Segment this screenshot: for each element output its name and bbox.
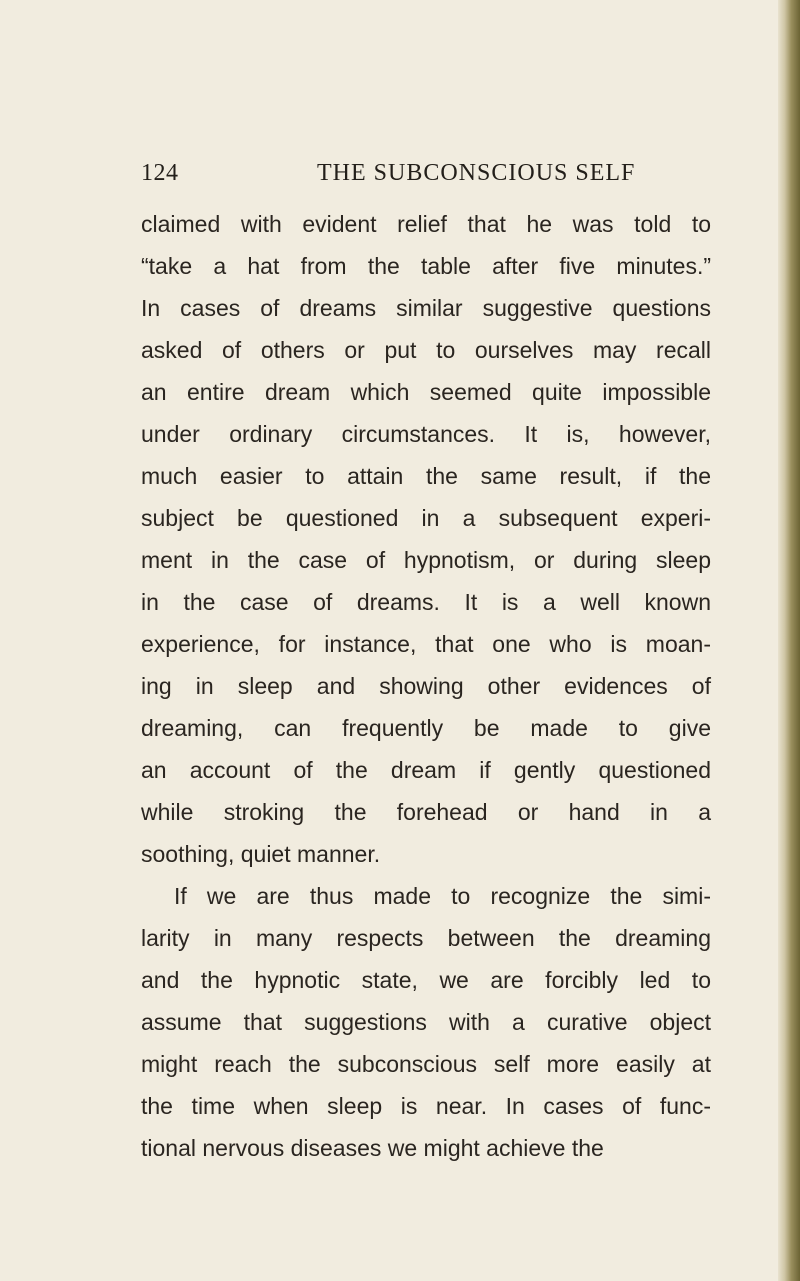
body-text <box>141 203 711 1169</box>
text-line: claimed with evident relief that he was told to <box>141 211 711 237</box>
text-line: might reach the subconscious self more easily at <box>141 1051 711 1077</box>
text-line: ment in the case of hypnotism, or during sleep <box>141 547 711 573</box>
text-line: an entire dream which seemed quite impossible <box>141 379 711 405</box>
text-line: larity in many respects between the dreaming <box>141 925 711 951</box>
text-line: the time when sleep is near. In cases of func- <box>141 1093 711 1119</box>
page-header <box>141 160 711 196</box>
text-line: assume that suggestions with a curative object <box>141 1009 711 1035</box>
text-line: and the hypnotic state, we are forcibly led to <box>141 967 711 993</box>
paragraph <box>141 203 711 875</box>
text-line: an account of the dream if gently questioned <box>141 757 711 783</box>
text-line: tional nervous diseases we might achieve the <box>141 1135 604 1161</box>
page-edge <box>778 0 800 1281</box>
text-line: while stroking the forehead or hand in a <box>141 799 711 825</box>
text-line: subject be questioned in a subsequent experi- <box>141 505 711 531</box>
text-line: under ordinary circumstances. It is, however, <box>141 421 711 447</box>
text-line: asked of others or put to ourselves may recall <box>141 337 711 363</box>
text-line: in the case of dreams. It is a well known <box>141 589 711 615</box>
text-line: experience, for instance, that one who is moan- <box>141 631 711 657</box>
text-line: “take a hat from the table after five minutes.” <box>141 253 711 279</box>
text-line: In cases of dreams similar suggestive questions <box>141 295 711 321</box>
page-number: 124 <box>141 160 179 186</box>
running-head: THE SUBCONSCIOUS SELF <box>317 160 636 186</box>
text-line: soothing, quiet manner. <box>141 841 381 867</box>
paragraph <box>141 875 711 1169</box>
text-line: If we are thus made to recognize the simi- <box>174 883 711 909</box>
text-line: dreaming, can frequently be made to give <box>141 715 711 741</box>
text-line: ing in sleep and showing other evidences of <box>141 673 711 699</box>
text-line: much easier to attain the same result, if the <box>141 463 711 489</box>
